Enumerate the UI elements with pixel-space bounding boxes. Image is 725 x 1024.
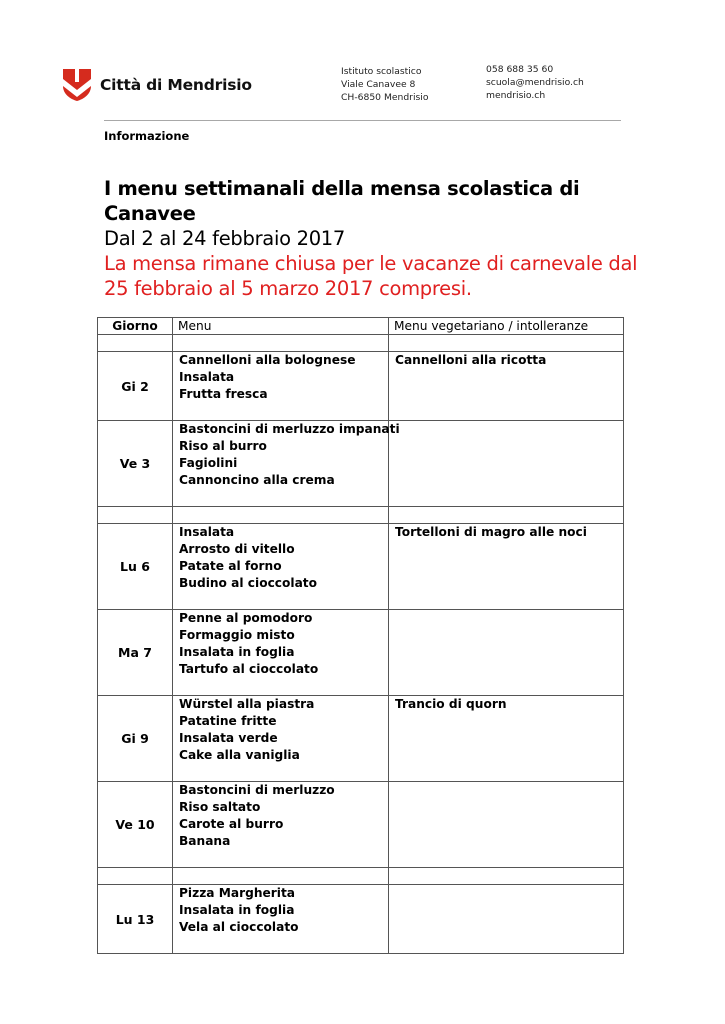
menu-item: Penne al pomodoro [179,611,313,625]
section-label: Informazione [104,129,190,143]
menu-cell [173,421,400,507]
contact-block [486,63,584,102]
empty-cell [173,507,389,524]
menu-item: Pizza Margherita [179,886,296,900]
menu-row [98,610,624,696]
table-header-row [98,318,624,335]
menu-item: Insalata in foglia [179,903,295,917]
menu-table [97,317,624,954]
day-cell: Gi 9 [98,696,173,782]
menu-item: Insalata in foglia [179,645,295,659]
menu-item: Patatine fritte [179,714,277,728]
menu-item: Riso saltato [179,800,261,814]
menu-row [98,885,624,954]
day-cell: Gi 2 [98,352,173,421]
menu-item: Würstel alla piastra [179,697,315,711]
menu-row [98,696,624,782]
empty-cell [98,868,173,885]
menu-cell [173,610,389,696]
empty-cell [389,507,624,524]
page-title: I menu settimanali della mensa scolastica di Canavee [104,177,580,225]
menu-item: Cake alla vaniglia [179,748,300,762]
veg-menu-cell [389,610,624,696]
menu-item: Bastoncini di merluzzo [179,783,335,797]
menu-cell [173,782,389,868]
menu-row [98,524,624,610]
day-cell: Ve 3 [98,421,173,507]
menu-row [98,782,624,868]
menu-item: Patate al forno [179,559,282,573]
menu-item: Frutta fresca [179,387,268,401]
column-header-menu: Menu [173,318,389,335]
menu-row [98,421,624,507]
empty-cell [173,335,389,352]
header-divider [104,120,621,121]
title-block [104,176,644,301]
coat-of-arms-icon [62,68,92,102]
veg-menu-cell: Cannelloni alla ricotta [389,352,624,421]
column-header-day: Giorno [98,318,173,335]
menu-item: Carote al burro [179,817,284,831]
menu-cell [173,885,389,954]
menu-item: Insalata [179,525,235,539]
spacer-row [98,868,624,885]
spacer-row [98,335,624,352]
menu-item: Vela al cioccolato [179,920,299,934]
city-logo [62,68,252,102]
menu-item: Bastoncini di merluzzo impanati [179,422,400,436]
menu-item: Cannelloni alla bolognese [179,353,356,367]
empty-cell [389,335,624,352]
address-line: Viale Canavee 8 [341,79,416,90]
menu-item: Riso al burro [179,439,267,453]
address-line: CH-6850 Mendrisio [341,92,429,103]
menu-item: Budino al cioccolato [179,576,318,590]
menu-item: Insalata verde [179,731,278,745]
menu-cell [173,524,389,610]
empty-cell [98,507,173,524]
veg-menu-cell: Tortelloni di magro alle noci [389,524,624,610]
veg-menu-cell [389,782,624,868]
empty-cell [98,335,173,352]
address-block [341,65,428,104]
spacer-row [98,507,624,524]
menu-cell [173,696,389,782]
menu-item: Cannoncino alla crema [179,473,335,487]
city-name: Città di Mendrisio [100,76,252,94]
menu-item: Formaggio misto [179,628,295,642]
closure-notice: La mensa rimane chiusa per le vacanze di carnevale dal 25 febbraio al 5 marzo 2017 compresi. [104,252,638,300]
column-header-veg: Menu vegetariano / intolleranze [389,318,624,335]
veg-menu-cell [389,421,624,507]
veg-menu-cell [389,885,624,954]
menu-item: Arrosto di vitello [179,542,295,556]
day-cell: Lu 6 [98,524,173,610]
table-body [98,335,624,954]
menu-item: Banana [179,834,231,848]
website: mendrisio.ch [486,90,546,101]
date-range: Dal 2 al 24 febbraio 2017 [104,227,346,250]
email-address: scuola@mendrisio.ch [486,77,584,88]
menu-cell [173,352,389,421]
empty-cell [173,868,389,885]
veg-menu-cell: Trancio di quorn [389,696,624,782]
phone-number: 058 688 35 60 [486,64,554,75]
menu-item: Tartufo al cioccolato [179,662,319,676]
menu-item: Insalata [179,370,235,384]
address-line: Istituto scolastico [341,66,422,77]
day-cell: Ma 7 [98,610,173,696]
menu-item: Fagiolini [179,456,238,470]
empty-cell [389,868,624,885]
day-cell: Ve 10 [98,782,173,868]
day-cell: Lu 13 [98,885,173,954]
menu-row [98,352,624,421]
